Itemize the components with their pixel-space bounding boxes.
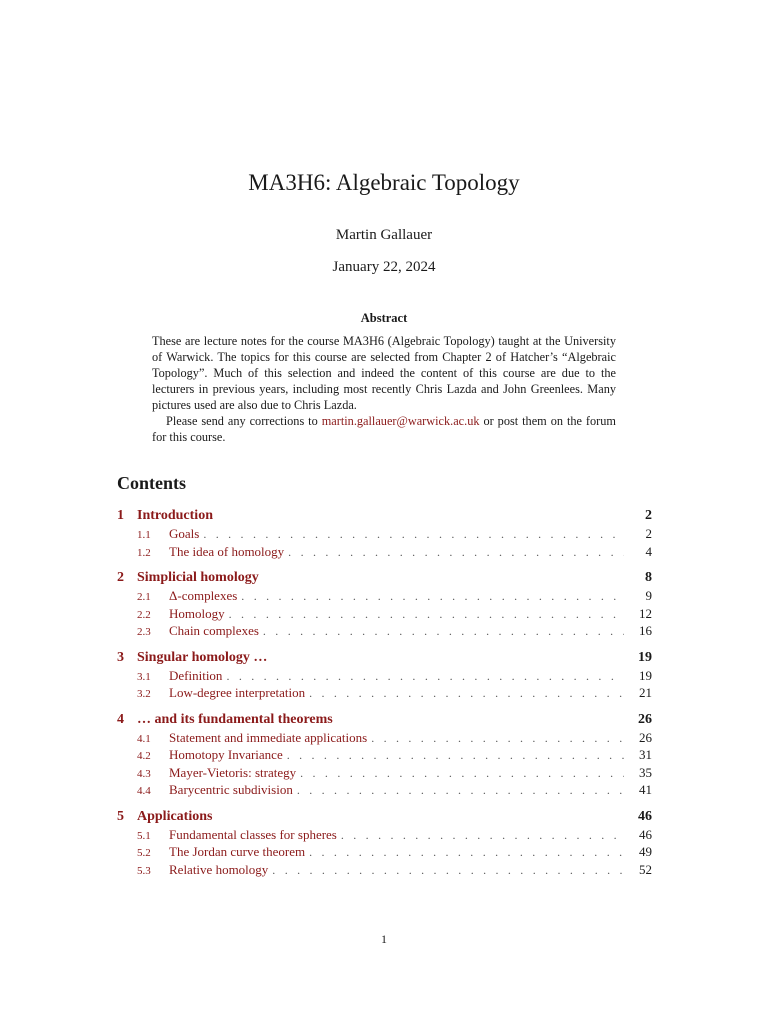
toc-subsection-title: Goals [169, 526, 200, 541]
toc-subsection-page: 35 [639, 764, 652, 780]
toc-subsection-link[interactable] [117, 526, 652, 544]
toc-subsection-link[interactable] [117, 668, 652, 686]
toc-subsection-number: 3.2 [137, 688, 151, 700]
email-link[interactable]: martin.gallauer@warwick.ac.uk [321, 414, 480, 428]
toc-subsection-number: 4.2 [137, 750, 151, 762]
toc-subsection-number: 4.3 [137, 767, 151, 780]
toc-dot-leader [263, 624, 624, 639]
toc-subsection-title: Relative homology [169, 861, 269, 877]
toc-subsection-title: Homotopy Invariance [169, 747, 283, 762]
toc-subsection-number: 4.4 [137, 785, 151, 797]
toc-subsection-page: 31 [639, 747, 652, 762]
toc-dot-leader [297, 783, 624, 798]
toc-subsection-page: 21 [639, 685, 652, 700]
toc-subsection-link[interactable] [117, 623, 652, 641]
toc-subsection-title: Statement and immediate applications [169, 729, 368, 745]
toc-dot-leader [226, 669, 624, 684]
toc-section-page: 2 [645, 508, 652, 523]
toc-section [117, 650, 652, 703]
toc-section-title: … and its fundamental theorems [137, 711, 333, 727]
toc-subsection-page: 16 [639, 623, 652, 638]
toc-subsection-link[interactable] [117, 544, 652, 562]
abstract-paragraph-2 [152, 413, 616, 445]
toc-subsection-title: The Jordan curve theorem [169, 844, 306, 859]
toc-subsection-link[interactable] [117, 730, 652, 748]
toc-subsection-number: 5.3 [137, 864, 151, 877]
toc-section-number: 5 [117, 808, 124, 824]
toc-dot-leader [288, 545, 624, 560]
toc-dot-leader [309, 845, 624, 860]
toc-dot-leader [229, 607, 624, 622]
toc-dot-leader [309, 686, 624, 701]
toc-section [117, 570, 652, 641]
document-title: MA3H6: Algebraic Topology [248, 170, 520, 195]
toc-subsection-title: Barycentric subdivision [169, 782, 293, 797]
abstract-text-before-email: Please send any corrections to [166, 414, 322, 428]
toc-section-page: 46 [638, 808, 652, 824]
toc-subsection-link[interactable] [117, 606, 652, 624]
toc-section [117, 712, 652, 800]
toc-section-title: Singular homology … [137, 649, 268, 665]
toc-subsection-link[interactable] [117, 844, 652, 862]
toc-dot-leader [287, 748, 624, 763]
toc-subsection-number: 2.2 [137, 608, 151, 621]
page-number: 1 [381, 932, 387, 946]
toc-section-number: 2 [117, 570, 124, 585]
toc-section-number: 1 [117, 508, 124, 523]
toc-dot-leader [371, 731, 624, 746]
toc-section-link[interactable] [117, 809, 652, 827]
toc-subsection-title: Δ-complexes [169, 588, 238, 603]
toc-section-title: Applications [137, 808, 213, 824]
toc-subsection-number: 4.1 [137, 732, 151, 745]
toc-dot-leader [203, 527, 624, 542]
toc-section-link[interactable] [117, 650, 652, 668]
abstract-text-after-email: or post them on the forum for this course. [152, 414, 616, 444]
toc-subsection-page: 49 [639, 844, 652, 859]
toc-subsection-page: 9 [645, 588, 652, 603]
toc-section-title: Simplicial homology [137, 570, 259, 585]
toc-subsection-link[interactable] [117, 862, 652, 880]
toc-subsection-title: Homology [169, 605, 225, 621]
toc-subsection-page: 26 [639, 729, 652, 745]
toc-subsection-number: 3.1 [137, 670, 151, 683]
toc-section-link[interactable] [117, 508, 652, 526]
toc-subsection-number: 2.3 [137, 626, 151, 638]
toc-subsection-title: Low-degree interpretation [169, 685, 306, 700]
toc-subsection-page: 4 [645, 543, 652, 559]
toc-subsection-number: 1.1 [137, 529, 151, 541]
toc-subsection-link[interactable] [117, 827, 652, 845]
toc-section-number: 4 [117, 711, 124, 727]
toc-section [117, 508, 652, 561]
toc-section-page: 19 [638, 649, 652, 665]
toc-section-link[interactable] [117, 712, 652, 730]
toc-subsection-title: Fundamental classes for spheres [169, 826, 337, 842]
author-name: Martin Gallauer [335, 227, 433, 243]
toc-dot-leader [241, 589, 624, 604]
table-of-contents [117, 508, 652, 888]
toc-subsection-number: 5.2 [137, 847, 151, 859]
toc-subsection-link[interactable] [117, 765, 652, 783]
toc-subsection-page: 52 [639, 861, 652, 877]
toc-section [117, 809, 652, 880]
toc-subsection-page: 41 [639, 782, 652, 797]
toc-subsection-page: 12 [639, 605, 652, 621]
toc-subsection-link[interactable] [117, 782, 652, 800]
toc-subsection-number: 5.1 [137, 829, 151, 842]
toc-subsection-number: 2.1 [137, 591, 151, 603]
toc-subsection-number: 1.2 [137, 546, 151, 559]
abstract-body [152, 333, 616, 445]
abstract-heading: Abstract [360, 311, 408, 325]
toc-subsection-title: Chain complexes [169, 623, 259, 638]
toc-subsection-page: 19 [639, 667, 652, 683]
toc-subsection-link[interactable] [117, 685, 652, 703]
toc-subsection-link[interactable] [117, 588, 652, 606]
toc-subsection-title: Definition [169, 667, 223, 683]
toc-section-link[interactable] [117, 570, 652, 588]
toc-dot-leader [341, 828, 624, 843]
toc-section-page: 8 [645, 570, 652, 585]
toc-subsection-title: Mayer-Vietoris: strategy [169, 764, 297, 780]
toc-section-page: 26 [638, 711, 652, 727]
toc-section-title: Introduction [137, 508, 213, 523]
toc-subsection-title: The idea of homology [169, 543, 285, 559]
document-date: January 22, 2024 [332, 259, 436, 275]
toc-dot-leader [300, 766, 624, 781]
toc-subsection-page: 2 [645, 526, 652, 541]
toc-dot-leader [272, 863, 624, 878]
contents-heading: Contents [117, 473, 187, 493]
abstract-paragraph-1: These are lecture notes for the course MA3H6 (Algebraic Topology) taught at the University of Warwick. The topics for this course are selected from Chapter 2 of Hatcher’s “Algebraic Topology”. Much of this selection and indeed the content of this course are due to the lecturers in previous years, including most recently Chris Lazda and John Greenlees. Many pictures used are also due to Chris Lazda. [152, 334, 616, 412]
toc-subsection-link[interactable] [117, 747, 652, 765]
toc-section-number: 3 [117, 649, 124, 665]
toc-subsection-page: 46 [639, 826, 652, 842]
